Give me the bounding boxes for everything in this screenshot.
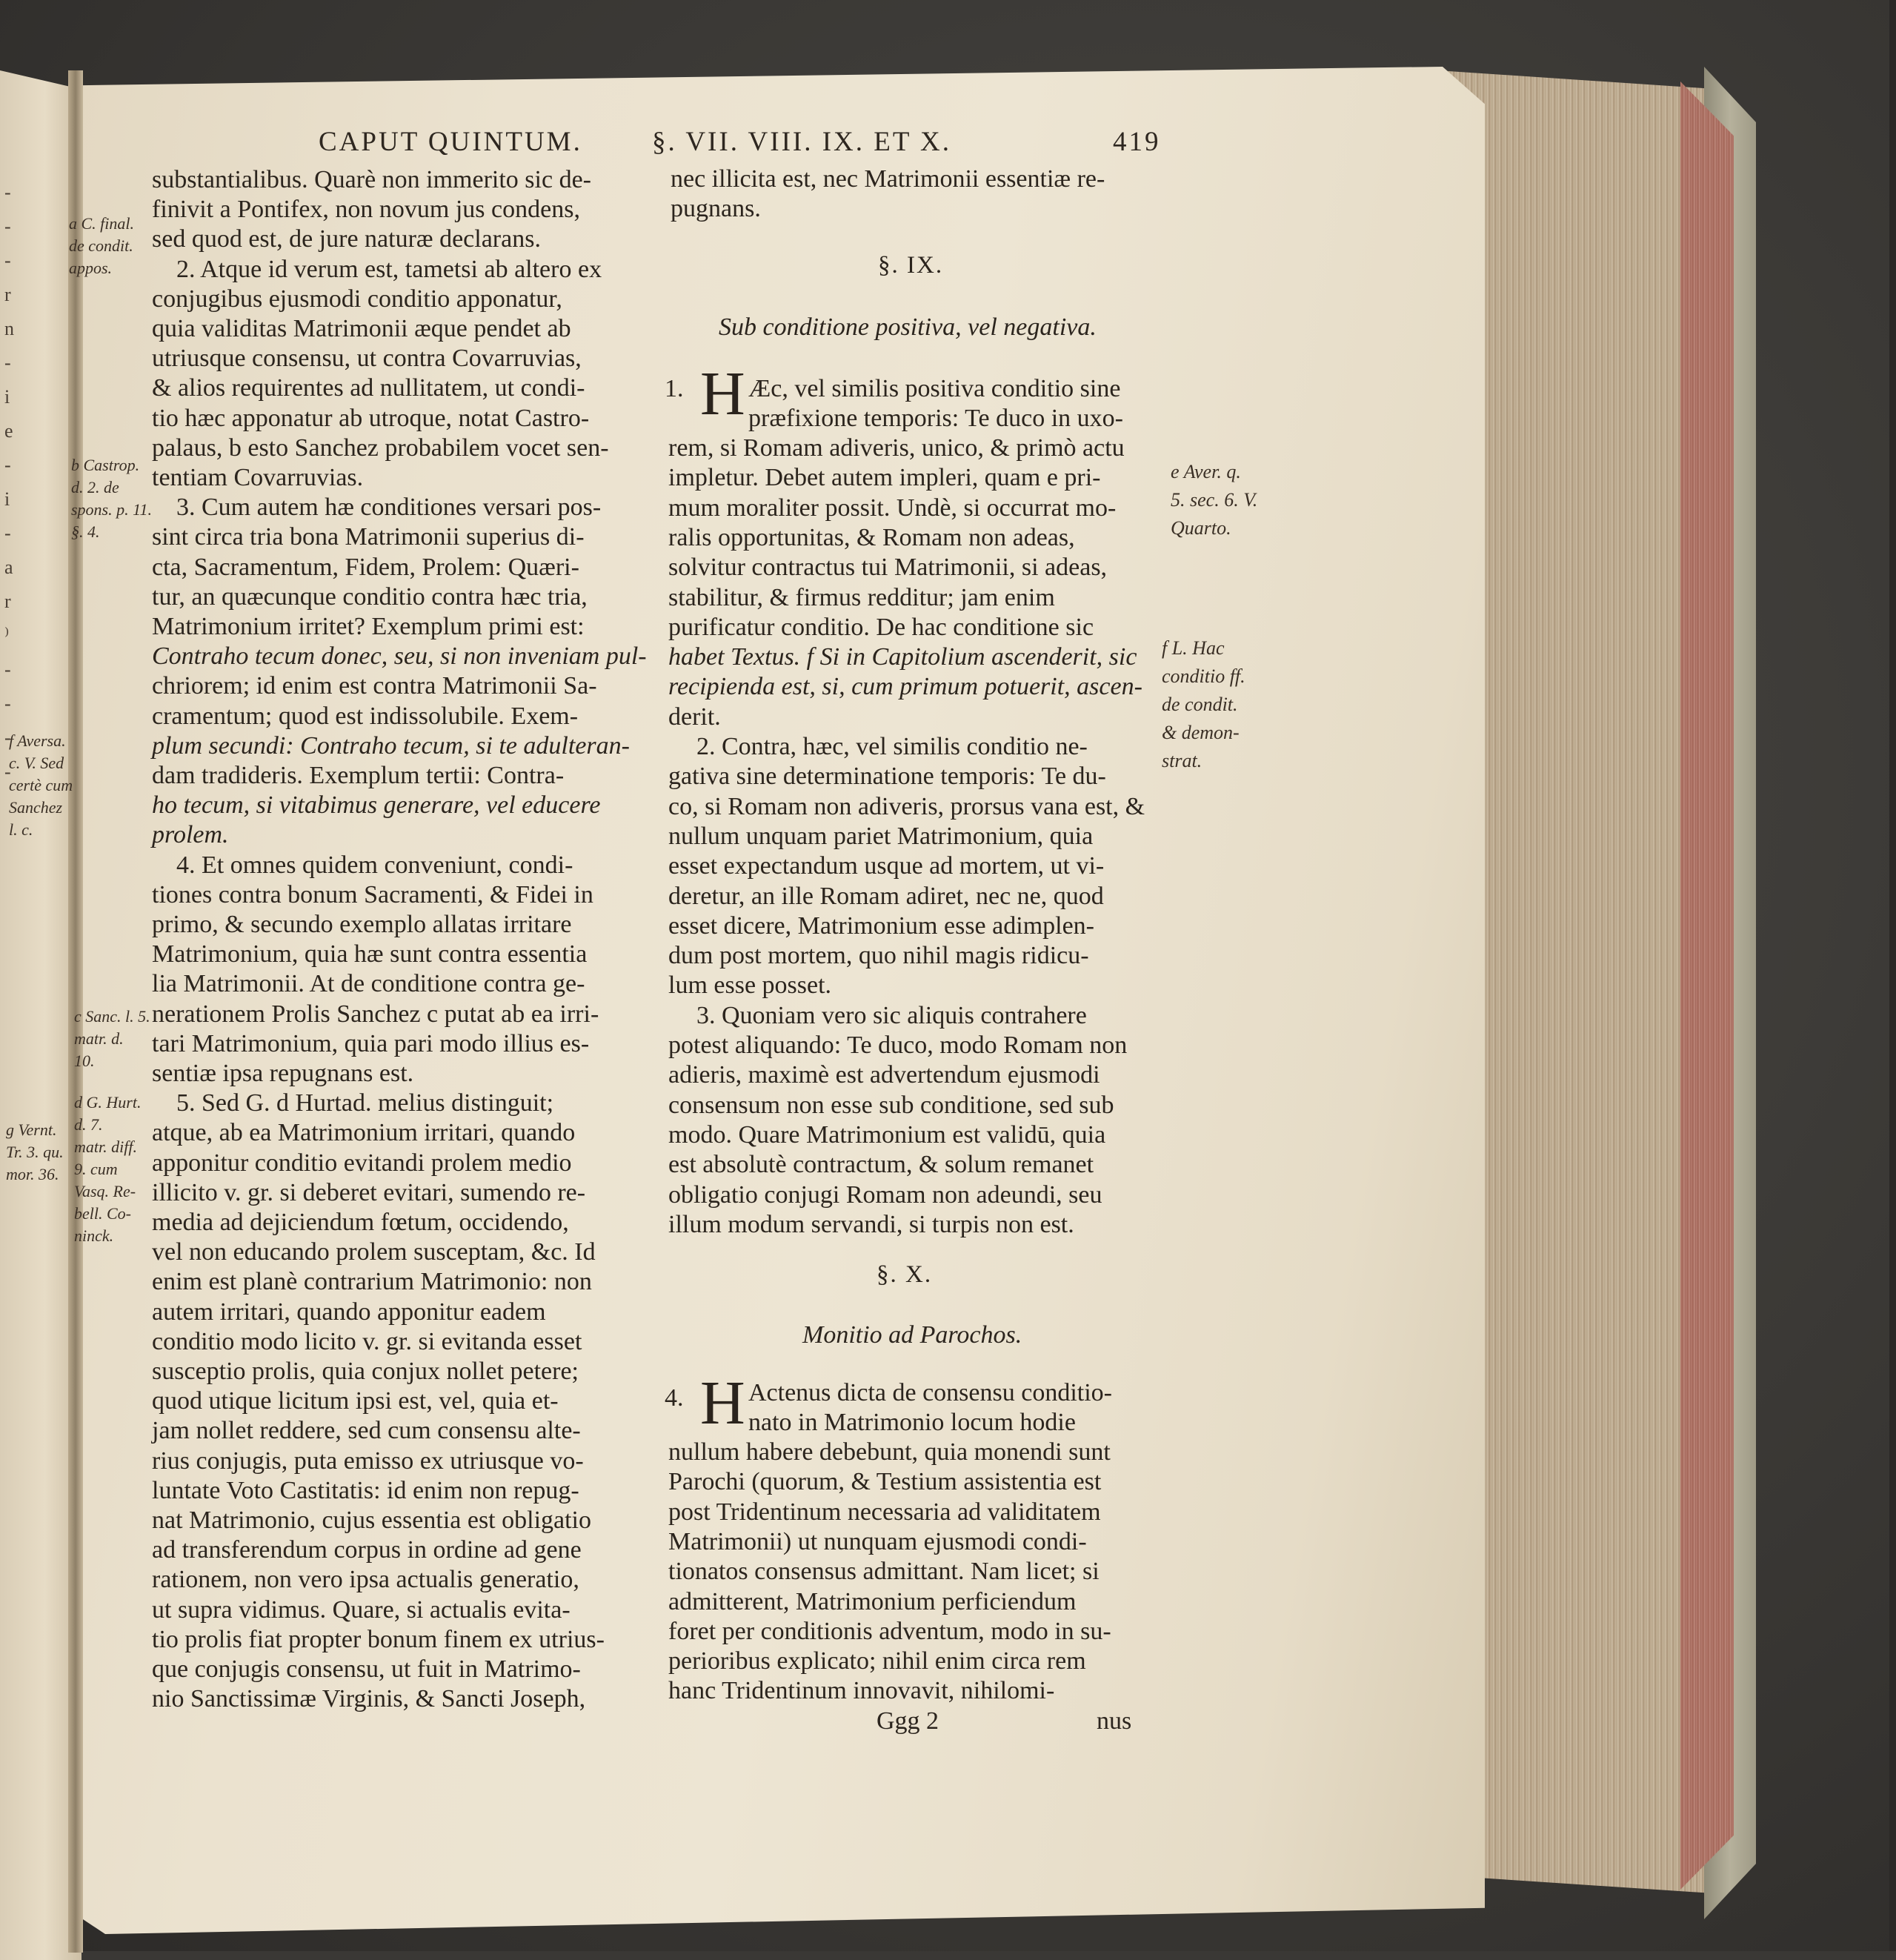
page-number: 419 [1113, 127, 1161, 157]
text-line: media ad dejiciendum fœtum, occidendo, [152, 1209, 569, 1236]
stub-glyph: - [4, 250, 11, 271]
text-line: palaus, b esto Sanchez probabilem vocet sen- [152, 433, 609, 462]
text-line: vel non educando prolem susceptam, &c. Id [152, 1238, 596, 1266]
text-line: apponitur conditio evitandi prolem medio [152, 1149, 572, 1177]
text-line: nat Matrimonio, cujus essentia est obligatio [152, 1506, 592, 1534]
margin-note-f: Sanchez [9, 798, 63, 817]
margin-note-a: appos. [69, 259, 113, 277]
text-line: tiones contra bonum Sacramenti, & Fidei in [152, 880, 593, 908]
text-line: enim est planè contrarium Matrimonio: non [152, 1268, 592, 1296]
margin-note-c: matr. d. [74, 1029, 124, 1048]
text-line: tionatos consensus admittant. Nam licet; si [668, 1558, 1100, 1586]
margin-note-f: l. c. [9, 820, 33, 839]
text-line: tio hæc apponatur ab utroque, notat Castro- [152, 404, 590, 432]
text-line: lia Matrimonii. At de conditione contra ge- [152, 970, 585, 998]
text-line: finivit a Pontifex, non novum jus condens, [152, 196, 580, 224]
section-heading: Monitio ad Parochos. [802, 1321, 1022, 1349]
stub-glyph: - [4, 352, 11, 373]
text-line: quia validitas Matrimonii æque pendet ab [152, 315, 571, 342]
section-range: §. VII. VIII. IX. ET X. [652, 127, 952, 157]
text-line: cramentum; quod est indissolubile. Exem- [152, 702, 579, 730]
text-line: hanc Tridentinum innovavit, nihilomi- [668, 1677, 1055, 1705]
text-line: impletur. Debet autem impleri, quam e pri- [668, 464, 1101, 492]
margin-note-f: conditio ff. [1162, 665, 1245, 687]
text-line: ut supra vidimus. Quare, si actualis evita- [152, 1595, 571, 1624]
paragraph-number: 1. [665, 375, 684, 402]
paragraph-number: 4. [665, 1384, 684, 1412]
margin-note-c: 10. [74, 1052, 95, 1070]
text-line: chriorem; id enim est contra Matrimonii Sa- [152, 672, 597, 700]
text-line: tari Matrimonium, quia pari modo illius es- [152, 1029, 590, 1057]
text-line: 5. Sed G. d Hurtad. melius distinguit; [176, 1089, 554, 1117]
text-line: 3. Cum autem hæ conditiones versari pos- [176, 494, 602, 522]
text-line: ho tecum, si vitabimus generare, vel educere [152, 791, 601, 820]
stub-glyph: - [4, 216, 11, 237]
stub-glyph: - [4, 454, 11, 476]
text-line: præfixione temporis: Te duco in uxo- [748, 405, 1123, 432]
text-line: nec illicita est, nec Matrimonii essentiæ re- [671, 165, 1105, 193]
stub-glyph: a [4, 557, 13, 578]
stub-glyph: - [4, 659, 11, 680]
text-line: quod utique licitum ipsi est, vel, quia et- [152, 1387, 559, 1415]
margin-note-f: strat. [1162, 750, 1203, 771]
text-line: deretur, an ille Romam adiret, nec ne, quod [668, 882, 1104, 910]
text-line: ralis opportunitas, & Romam non adeas, [668, 523, 1075, 551]
margin-note-g: Tr. 3. qu. [6, 1143, 64, 1161]
text-line: gativa sine determinatione temporis: Te du- [668, 763, 1106, 791]
text-line: nio Sanctissimæ Virginis, & Sancti Joseph, [152, 1685, 586, 1713]
margin-note-f: c. V. Sed [9, 754, 64, 772]
margin-note-b: spons. p. 11. [71, 500, 152, 519]
text-line: dam tradideris. Exemplum tertii: Contra- [152, 762, 565, 789]
signature-mark: Ggg 2 [877, 1707, 939, 1735]
photo-border [1889, 0, 1896, 1951]
margin-note-a: a C. final. [69, 214, 135, 233]
text-line: primo, & secundo exemplo allatas irritare [152, 911, 572, 938]
stub-glyph: - [4, 182, 11, 203]
red-edge-stain [1680, 82, 1734, 1890]
margin-note-e: 5. sec. 6. V. [1171, 489, 1258, 511]
text-line: rius conjugis, puta emisso ex utriusque vo- [152, 1446, 584, 1475]
drop-capital: H [700, 1369, 745, 1438]
margin-note-a: de condit. [69, 236, 133, 255]
text-line: foret per conditionis adventum, modo in su- [668, 1617, 1111, 1645]
text-line: Contraho tecum donec, seu, si non inveniam pul- [152, 642, 647, 671]
text-line: substantialibus. Quarè non immerito sic de- [152, 166, 591, 193]
margin-note-g: g Vernt. [6, 1120, 57, 1139]
text-line: Matrimonium irritet? Exemplum primi est: [152, 613, 585, 640]
text-line: nullum habere debebunt, quia monendi sunt [668, 1438, 1111, 1466]
text-line: ad transferendum corpus in ordine ad gene [152, 1536, 582, 1564]
text-line: prolem. [152, 821, 229, 849]
text-line: autem irritari, quando apponitur eadem [152, 1298, 546, 1326]
margin-note-e: e Aver. q. [1171, 461, 1241, 482]
stub-glyph: e [4, 420, 13, 442]
margin-note-b: §. 4. [71, 522, 100, 541]
section-title: §. IX. [878, 252, 944, 279]
section-heading: Sub conditione positiva, vel negativa. [719, 313, 1097, 341]
text-line: Actenus dicta de consensu conditio- [748, 1379, 1112, 1406]
text-line: habet Textus. f Si in Capitolium ascenderit, sic [668, 643, 1137, 671]
text-line: post Tridentinum necessaria ad validitatem [668, 1498, 1101, 1526]
text-line: nato in Matrimonio locum hodie [748, 1409, 1076, 1436]
text-line: recipienda est, si, cum primum potuerit, ascen- [668, 673, 1142, 701]
drop-capital: H [700, 359, 745, 428]
text-line: solvitur contractus tui Matrimonii, si adeas, [668, 554, 1108, 582]
stub-glyph: ⁾ [4, 625, 10, 646]
text-line: rationem, non vero ipsa actualis generatio, [152, 1566, 579, 1594]
text-line: utriusque consensu, ut contra Covarruvias, [152, 345, 582, 373]
text-line: 4. Et omnes quidem conveniunt, condi- [176, 851, 573, 879]
text-line: jam nollet reddere, sed cum consensu alte- [152, 1417, 581, 1445]
margin-note-b: b Castrop. [71, 456, 140, 474]
margin-note-d: matr. diff. [74, 1137, 137, 1156]
text-line: obligatio conjugi Romam non adeundi, seu [668, 1180, 1102, 1209]
text-line: stabilitur, & firmus redditur; jam enim [668, 583, 1055, 611]
text-line: lum esse posset. [668, 971, 832, 1000]
margin-note-e: Quarto. [1171, 517, 1231, 539]
text-line: Æc, vel similis positiva conditio sine [748, 375, 1121, 402]
text-line: dum post mortem, quo nihil magis ridicu- [668, 942, 1089, 970]
text-line: sint circa tria bona Matrimonii superius di- [152, 523, 585, 551]
margin-note-f: f L. Hac [1162, 637, 1225, 659]
text-line: co, si Romam non adiveris, prorsus vana est, & [668, 792, 1145, 820]
text-line: perioribus explicato; nihil enim circa rem [668, 1647, 1086, 1675]
stub-glyph: - [4, 761, 11, 783]
text-line: conditio modo licito v. gr. si evitanda esset [152, 1327, 582, 1355]
running-title: CAPUT QUINTUM. [319, 127, 582, 157]
text-line: sed quod est, de jure naturæ declarans. [152, 225, 541, 253]
text-line: susceptio prolis, quia conjux nollet petere; [152, 1358, 579, 1385]
stub-glyph: - [4, 693, 11, 714]
text-line: & alios requirentes ad nullitatem, ut condi- [152, 374, 585, 402]
text-line: tentiam Covarruvias. [152, 464, 364, 491]
margin-note-f: certè cum [9, 776, 73, 794]
stub-glyph: r [4, 284, 11, 305]
margin-note-d: Vasq. Re- [74, 1182, 136, 1200]
stub-glyph: i [4, 386, 10, 408]
text-line: potest aliquando: Te duco, modo Romam non [668, 1032, 1128, 1059]
margin-note-f: f Aversa. [9, 731, 66, 750]
text-line: pugnans. [671, 195, 761, 222]
text-line: 3. Quoniam vero sic aliquis contrahere [696, 1001, 1087, 1029]
margin-note-f: & demon- [1162, 722, 1240, 743]
section-title: §. X. [877, 1261, 933, 1288]
text-line: esset expectandum usque ad mortem, ut vi- [668, 852, 1105, 880]
text-line: nullum unquam pariet Matrimonium, quia [668, 822, 1094, 850]
text-line: tio prolis fiat propter bonum finem ex utrius- [152, 1625, 605, 1653]
margin-note-c: c Sanc. l. 5. [74, 1007, 150, 1026]
stub-glyph: n [4, 318, 14, 339]
text-line: rem, si Romam adiveris, unico, & primò actu [668, 434, 1125, 462]
text-line: derit. [668, 702, 721, 731]
text-line: admitterent, Matrimonium perficiendum [668, 1587, 1077, 1615]
catchword: nus [1097, 1707, 1132, 1735]
margin-note-d: ninck. [74, 1226, 114, 1245]
text-line: sentiæ ipsa repugnans est. [152, 1060, 414, 1087]
text-line: conjugibus ejusmodi conditio apponatur, [152, 285, 562, 313]
text-line: 2. Contra, hæc, vel similis conditio ne- [696, 733, 1088, 760]
text-line: purificatur conditio. De hac conditione sic [668, 613, 1094, 641]
text-line: 2. Atque id verum est, tametsi ab altero ex [176, 255, 602, 283]
margin-note-d: d G. Hurt. [74, 1093, 142, 1112]
text-line: mum moraliter possit. Undè, si occurrat mo- [668, 494, 1117, 522]
text-line: nerationem Prolis Sanchez c putat ab ea irri- [152, 1000, 599, 1028]
text-line: esset dicere, Matrimonium esse adimplen- [668, 911, 1094, 940]
text-line: est absolutè contractum, & solum remanet [668, 1151, 1094, 1179]
text-line: que conjugis consensu, ut fuit in Matrimo- [152, 1655, 581, 1683]
text-line: modo. Quare Matrimonium est validū, quia [668, 1120, 1106, 1149]
margin-note-f: de condit. [1162, 694, 1238, 715]
text-line: Matrimonii) ut nunquam ejusmodi condi- [668, 1527, 1087, 1555]
text-line: plum secundi: Contraho tecum, si te adulteran- [152, 731, 630, 760]
text-line: consensum non esse sub conditione, sed sub [668, 1091, 1114, 1119]
text-line: adieris, maximè est advertendum ejusmodi [668, 1061, 1100, 1089]
stub-glyph: i [4, 488, 10, 510]
margin-note-d: 9. cum [74, 1160, 118, 1178]
text-line: tur, an quæcunque conditio contra hæc tria, [152, 582, 588, 611]
text-line: cta, Sacramentum, Fidem, Prolem: Quæri- [152, 553, 579, 581]
text-line: atque, ab ea Matrimonium irritari, quando [152, 1119, 576, 1147]
margin-note-b: d. 2. de [71, 478, 119, 496]
text-line: illum modum servandi, si turpis non est. [668, 1210, 1074, 1238]
margin-note-d: d. 7. [74, 1115, 103, 1134]
stub-glyph: r [4, 591, 11, 612]
margin-note-g: mor. 36. [6, 1165, 59, 1183]
text-line: illicito v. gr. si deberet evitari, sumendo re- [152, 1178, 586, 1206]
text-line: luntate Voto Castitatis: id enim non repug- [152, 1476, 579, 1504]
stub-glyph: - [4, 522, 11, 544]
text-line: Matrimonium, quia hæ sunt contra essentia [152, 940, 588, 969]
stub-glyph: - [4, 727, 11, 748]
text-line: Parochi (quorum, & Testium assistentia est [668, 1468, 1102, 1496]
margin-note-d: bell. Co- [74, 1204, 131, 1223]
